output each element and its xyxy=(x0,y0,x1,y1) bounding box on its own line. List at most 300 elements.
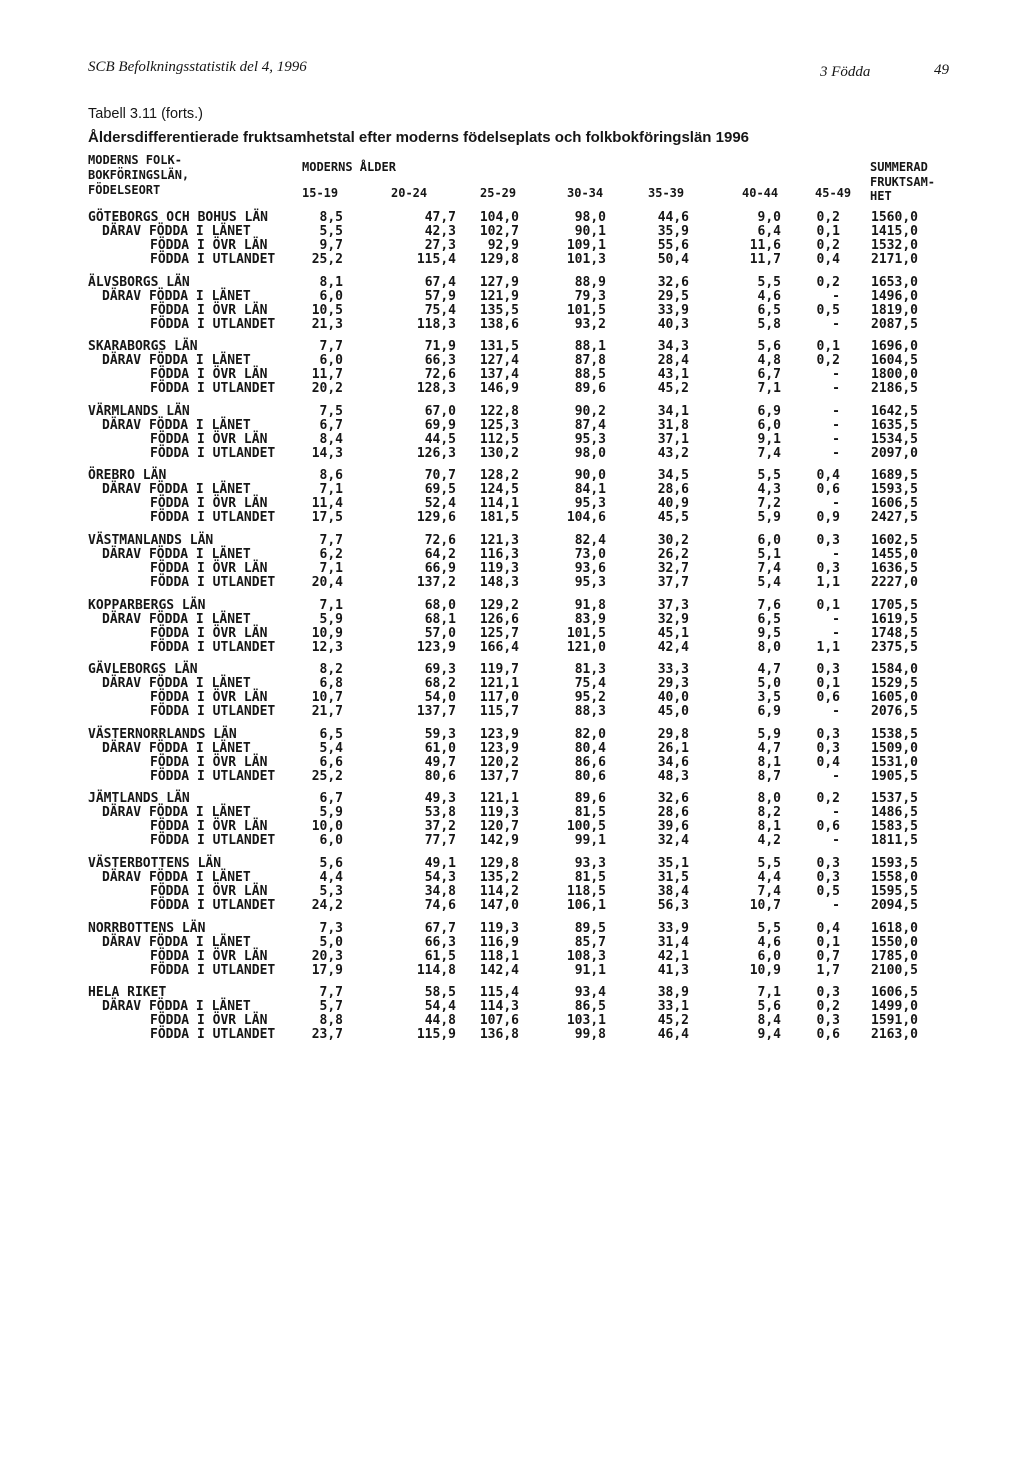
rate-cell: 137,7 xyxy=(416,704,456,720)
county-name: VÄSTMANLANDS LÄN xyxy=(88,532,214,548)
rate-cell: - xyxy=(832,496,840,512)
rate-cell: 12,3 xyxy=(311,639,343,655)
table-title: Åldersdifferentierade fruktsamhetstal efter moderns födelseplats och folkbokföringslän 1996 xyxy=(88,129,750,146)
rate-cell: 1,7 xyxy=(816,962,840,978)
birthplace-label: FÖDDA I UTLANDET xyxy=(150,833,276,849)
rate-cell: 23,7 xyxy=(311,1027,343,1043)
rate-cell: 25,2 xyxy=(311,768,343,784)
total-fertility-cell: 1496,0 xyxy=(871,288,918,304)
rate-cell: 32,9 xyxy=(657,611,689,627)
rate-cell: 138,6 xyxy=(479,316,519,332)
total-fertility-cell: 1635,5 xyxy=(871,417,918,433)
rate-cell: 95,2 xyxy=(574,690,606,706)
rate-cell: 88,3 xyxy=(574,704,606,720)
rate-cell: 121,9 xyxy=(479,288,519,304)
rate-cell: 20,3 xyxy=(311,948,343,964)
rate-cell: 28,6 xyxy=(657,482,689,498)
total-fertility-cell: 1415,0 xyxy=(871,224,918,239)
total-fertility-cell: 1509,0 xyxy=(871,740,918,756)
table-row xyxy=(0,225,1024,239)
county-block xyxy=(0,857,1024,913)
total-fertility-cell: 1538,5 xyxy=(871,726,918,742)
row-header-line: MODERNS FOLK- xyxy=(88,153,182,167)
rate-cell: 20,4 xyxy=(311,574,343,590)
rate-cell: 33,9 xyxy=(657,920,689,936)
rate-cell: 6,7 xyxy=(319,791,343,807)
rate-cell: 72,6 xyxy=(424,367,456,383)
rate-cell: 80,4 xyxy=(574,740,606,756)
rate-cell: 91,1 xyxy=(574,962,606,978)
rate-cell: 5,9 xyxy=(757,510,781,526)
rate-cell: 89,6 xyxy=(574,791,606,807)
rate-cell: 101,5 xyxy=(566,625,606,641)
rate-cell: 123,9 xyxy=(479,740,519,756)
rate-cell: 72,6 xyxy=(424,532,456,548)
rate-cell: 44,5 xyxy=(424,431,456,447)
rate-cell: 46,4 xyxy=(657,1027,689,1043)
county-block xyxy=(0,922,1024,978)
total-fertility-cell: 1800,0 xyxy=(871,367,918,383)
rate-cell: 3,5 xyxy=(757,690,781,706)
rate-cell: 126,3 xyxy=(416,445,456,461)
birthplace-label: DÄRAV FÖDDA I LÄNET xyxy=(102,224,251,239)
total-fertility-cell: 1534,5 xyxy=(871,431,918,447)
birthplace-label: FÖDDA I UTLANDET xyxy=(150,445,276,461)
rate-cell: - xyxy=(832,704,840,720)
total-fertility-cell: 2171,0 xyxy=(871,252,918,267)
rate-cell: 112,5 xyxy=(479,431,519,447)
rate-cell: 0,1 xyxy=(816,597,840,613)
rate-cell: 0,2 xyxy=(816,791,840,807)
birthplace-label: FÖDDA I ÖVR LÄN xyxy=(150,302,268,318)
rate-cell: 34,1 xyxy=(657,403,689,419)
rate-cell: 5,1 xyxy=(757,546,781,562)
total-header-line: FRUKTSAM- xyxy=(870,174,936,189)
rate-cell: 121,0 xyxy=(566,639,606,655)
county-block xyxy=(0,211,1024,267)
rate-cell: 8,4 xyxy=(757,1013,781,1029)
total-fertility-cell: 1537,5 xyxy=(871,791,918,807)
rate-cell: 6,6 xyxy=(319,754,343,770)
rate-cell: 124,5 xyxy=(479,482,519,498)
total-fertility-cell: 1811,5 xyxy=(871,833,918,849)
rate-cell: 107,6 xyxy=(479,1013,519,1029)
rate-cell: 68,1 xyxy=(424,611,456,627)
age-column-header: 15-19 xyxy=(302,186,339,200)
rate-cell: 130,2 xyxy=(479,445,519,461)
rate-cell: 85,7 xyxy=(574,934,606,950)
rate-cell: 42,1 xyxy=(657,948,689,964)
rate-cell: 9,7 xyxy=(319,238,343,253)
total-fertility-cell: 2163,0 xyxy=(871,1027,918,1043)
rate-cell: 33,1 xyxy=(657,999,689,1015)
county-name: GÄVLEBORGS LÄN xyxy=(88,662,198,678)
rate-cell: 57,9 xyxy=(424,288,456,304)
rate-cell: 27,3 xyxy=(424,238,456,253)
rate-cell: 4,6 xyxy=(757,288,781,304)
rate-cell: - xyxy=(832,833,840,849)
rate-cell: 0,1 xyxy=(816,934,840,950)
rate-cell: 6,0 xyxy=(319,353,343,369)
table-row xyxy=(0,253,1024,267)
rate-cell: 42,3 xyxy=(424,224,456,239)
rate-cell: 114,2 xyxy=(479,883,519,899)
table-row xyxy=(0,447,1024,461)
rate-cell: 69,5 xyxy=(424,482,456,498)
rate-cell: 33,9 xyxy=(657,302,689,318)
rate-cell: 8,5 xyxy=(319,210,343,225)
rate-cell: 119,3 xyxy=(479,805,519,821)
total-fertility-cell: 1604,5 xyxy=(871,353,918,369)
rate-cell: 89,5 xyxy=(574,920,606,936)
rate-cell: 5,5 xyxy=(757,920,781,936)
total-fertility-cell: 1819,0 xyxy=(871,302,918,318)
rate-cell: 93,6 xyxy=(574,560,606,576)
rate-cell: 118,3 xyxy=(416,316,456,332)
rate-cell: 8,8 xyxy=(319,1013,343,1029)
rate-cell: 1,1 xyxy=(816,574,840,590)
rate-cell: 69,3 xyxy=(424,662,456,678)
rate-cell: 8,0 xyxy=(757,791,781,807)
total-fertility-cell: 2076,5 xyxy=(871,704,918,720)
rate-cell: 127,9 xyxy=(479,274,519,290)
rate-cell: 69,9 xyxy=(424,417,456,433)
birthplace-label: FÖDDA I ÖVR LÄN xyxy=(150,819,268,835)
total-fertility-cell: 1602,5 xyxy=(871,532,918,548)
rate-cell: 90,0 xyxy=(574,468,606,484)
rate-cell: 6,0 xyxy=(757,532,781,548)
rate-cell: 5,4 xyxy=(757,574,781,590)
rate-cell: 166,4 xyxy=(479,639,519,655)
rate-cell: 34,3 xyxy=(657,339,689,355)
page-number: 49 xyxy=(934,62,949,78)
rate-cell: 147,0 xyxy=(479,897,519,913)
rate-cell: 0,5 xyxy=(816,883,840,899)
birthplace-label: FÖDDA I ÖVR LÄN xyxy=(150,560,268,576)
rate-cell: 6,2 xyxy=(319,546,343,562)
rate-cell: 6,0 xyxy=(319,833,343,849)
age-column-header: 40-44 xyxy=(742,186,779,200)
birthplace-label: FÖDDA I UTLANDET xyxy=(150,704,276,720)
rate-cell: 5,9 xyxy=(757,726,781,742)
rate-cell: 0,2 xyxy=(816,999,840,1015)
rate-cell: 34,6 xyxy=(657,754,689,770)
rate-cell: 7,7 xyxy=(319,532,343,548)
table-row xyxy=(0,1028,1024,1042)
rate-cell: 9,1 xyxy=(757,431,781,447)
rate-cell: 126,6 xyxy=(479,611,519,627)
rate-cell: 10,5 xyxy=(311,302,343,318)
rate-cell: 5,5 xyxy=(319,224,343,239)
rate-cell: 0,6 xyxy=(816,690,840,706)
rate-cell: 115,9 xyxy=(416,1027,456,1043)
county-block xyxy=(0,728,1024,784)
rate-cell: 68,0 xyxy=(424,597,456,613)
rate-cell: 40,3 xyxy=(657,316,689,332)
rate-cell: 129,8 xyxy=(479,855,519,871)
rate-cell: 95,3 xyxy=(574,431,606,447)
rate-cell: 6,7 xyxy=(319,417,343,433)
rate-cell: 6,9 xyxy=(757,403,781,419)
rate-cell: 0,2 xyxy=(816,238,840,253)
rate-cell: 56,3 xyxy=(657,897,689,913)
table-row xyxy=(0,871,1024,885)
total-fertility-cell: 1532,0 xyxy=(871,238,918,253)
rate-cell: 10,9 xyxy=(749,962,781,978)
total-fertility-cell: 1605,0 xyxy=(871,690,918,706)
county-name: VÄSTERNORRLANDS LÄN xyxy=(88,726,237,742)
rate-cell: 32,4 xyxy=(657,833,689,849)
rate-cell: 32,7 xyxy=(657,560,689,576)
rate-cell: 104,0 xyxy=(479,210,519,225)
total-fertility-cell: 2186,5 xyxy=(871,381,918,397)
rate-cell: 64,2 xyxy=(424,546,456,562)
rate-cell: 86,5 xyxy=(574,999,606,1015)
rate-cell: 11,6 xyxy=(749,238,781,253)
birthplace-label: FÖDDA I UTLANDET xyxy=(150,962,276,978)
rate-cell: 4,6 xyxy=(757,934,781,950)
rate-cell: 79,3 xyxy=(574,288,606,304)
rate-cell: 109,1 xyxy=(566,238,606,253)
rate-cell: 102,7 xyxy=(479,224,519,239)
rate-cell: 106,1 xyxy=(566,897,606,913)
table-row xyxy=(0,885,1024,899)
total-fertility-cell: 2087,5 xyxy=(871,316,918,332)
rate-cell: 74,6 xyxy=(424,897,456,913)
rate-cell: 31,8 xyxy=(657,417,689,433)
rate-cell: 108,3 xyxy=(566,948,606,964)
rate-cell: 34,5 xyxy=(657,468,689,484)
county-name: SKARABORGS LÄN xyxy=(88,339,198,355)
rate-cell: 181,5 xyxy=(479,510,519,526)
rate-cell: 98,0 xyxy=(574,445,606,461)
rate-cell: 5,6 xyxy=(757,339,781,355)
rate-cell: 0,3 xyxy=(816,662,840,678)
rate-cell: 0,4 xyxy=(816,920,840,936)
rate-cell: 0,7 xyxy=(816,948,840,964)
birthplace-label: DÄRAV FÖDDA I LÄNET xyxy=(102,611,251,627)
rate-cell: 5,4 xyxy=(319,740,343,756)
rate-cell: 114,3 xyxy=(479,999,519,1015)
rate-cell: 45,5 xyxy=(657,510,689,526)
total-fertility-cell: 1689,5 xyxy=(871,468,918,484)
rate-cell: 7,5 xyxy=(319,403,343,419)
age-column-header: 30-34 xyxy=(567,186,604,200)
rate-cell: 40,9 xyxy=(657,496,689,512)
birthplace-label: FÖDDA I UTLANDET xyxy=(150,1027,276,1043)
county-block xyxy=(0,663,1024,719)
rate-cell: 66,3 xyxy=(424,353,456,369)
rate-cell: 5,3 xyxy=(319,883,343,899)
age-column-header: 20-24 xyxy=(391,186,428,200)
rate-cell: 0,2 xyxy=(816,274,840,290)
rate-cell: - xyxy=(832,288,840,304)
rate-cell: 0,9 xyxy=(816,510,840,526)
rate-cell: 0,1 xyxy=(816,339,840,355)
rate-cell: 7,1 xyxy=(319,560,343,576)
rate-cell: 54,4 xyxy=(424,999,456,1015)
table-row xyxy=(0,511,1024,525)
table-row xyxy=(0,922,1024,936)
rate-cell: 114,1 xyxy=(479,496,519,512)
birthplace-label: DÄRAV FÖDDA I LÄNET xyxy=(102,676,251,692)
rate-cell: 114,8 xyxy=(416,962,456,978)
total-fertility-cell: 2227,0 xyxy=(871,574,918,590)
age-column-header: 35-39 xyxy=(648,186,685,200)
rate-cell: 45,0 xyxy=(657,704,689,720)
rate-cell: - xyxy=(832,897,840,913)
rate-cell: 100,5 xyxy=(566,819,606,835)
rate-cell: - xyxy=(832,403,840,419)
rate-cell: 17,9 xyxy=(311,962,343,978)
birthplace-label: FÖDDA I ÖVR LÄN xyxy=(150,431,268,447)
rate-cell: 82,4 xyxy=(574,532,606,548)
rate-cell: 82,0 xyxy=(574,726,606,742)
rate-cell: 6,0 xyxy=(757,417,781,433)
rate-cell: 52,4 xyxy=(424,496,456,512)
rate-cell: 6,0 xyxy=(319,288,343,304)
table-row xyxy=(0,756,1024,770)
rate-cell: 89,6 xyxy=(574,381,606,397)
total-fertility-cell: 1606,5 xyxy=(871,985,918,1001)
rate-cell: 57,0 xyxy=(424,625,456,641)
birthplace-label: FÖDDA I ÖVR LÄN xyxy=(150,367,268,383)
total-fertility-cell: 1905,5 xyxy=(871,768,918,784)
rate-cell: 35,9 xyxy=(657,224,689,239)
total-fertility-cell: 1705,5 xyxy=(871,597,918,613)
rate-cell: 26,2 xyxy=(657,546,689,562)
rate-cell: 5,9 xyxy=(319,805,343,821)
rate-cell: 37,2 xyxy=(424,819,456,835)
rate-cell: 0,1 xyxy=(816,676,840,692)
rate-cell: 93,3 xyxy=(574,855,606,871)
rate-cell: 5,6 xyxy=(757,999,781,1015)
rate-cell: 0,6 xyxy=(816,1027,840,1043)
county-block xyxy=(0,534,1024,590)
rate-cell: 44,8 xyxy=(424,1013,456,1029)
total-fertility-cell: 1550,0 xyxy=(871,934,918,950)
rate-cell: 45,1 xyxy=(657,625,689,641)
rate-cell: 127,4 xyxy=(479,353,519,369)
rate-cell: 88,9 xyxy=(574,274,606,290)
rate-cell: 31,5 xyxy=(657,869,689,885)
county-block xyxy=(0,599,1024,655)
rate-cell: 0,1 xyxy=(816,224,840,239)
rate-cell: 0,3 xyxy=(816,726,840,742)
table-row xyxy=(0,276,1024,290)
rate-cell: 8,0 xyxy=(757,639,781,655)
rate-cell: 7,1 xyxy=(757,381,781,397)
birthplace-label: FÖDDA I ÖVR LÄN xyxy=(150,690,268,706)
rate-cell: 123,9 xyxy=(479,726,519,742)
birthplace-label: DÄRAV FÖDDA I LÄNET xyxy=(102,805,251,821)
rate-cell: 0,6 xyxy=(816,819,840,835)
rate-cell: 8,2 xyxy=(757,805,781,821)
birthplace-label: FÖDDA I ÖVR LÄN xyxy=(150,625,268,641)
table-row xyxy=(0,950,1024,964)
rate-cell: 115,4 xyxy=(416,252,456,267)
rate-cell: 128,2 xyxy=(479,468,519,484)
birthplace-label: DÄRAV FÖDDA I LÄNET xyxy=(102,869,251,885)
rate-cell: 6,0 xyxy=(757,948,781,964)
rate-cell: 104,6 xyxy=(566,510,606,526)
rate-cell: 80,6 xyxy=(424,768,456,784)
rate-cell: 75,4 xyxy=(424,302,456,318)
table-row xyxy=(0,857,1024,871)
rate-cell: 41,3 xyxy=(657,962,689,978)
rate-cell: 86,6 xyxy=(574,754,606,770)
birthplace-label: DÄRAV FÖDDA I LÄNET xyxy=(102,740,251,756)
birthplace-label: FÖDDA I UTLANDET xyxy=(150,381,276,397)
rate-cell: 33,3 xyxy=(657,662,689,678)
rate-cell: 0,3 xyxy=(816,532,840,548)
total-fertility-cell: 1653,0 xyxy=(871,274,918,290)
rate-cell: 7,6 xyxy=(757,597,781,613)
rate-cell: 6,5 xyxy=(757,302,781,318)
rate-cell: 125,3 xyxy=(479,417,519,433)
rate-cell: 9,4 xyxy=(757,1027,781,1043)
rate-cell: 119,7 xyxy=(479,662,519,678)
rate-cell: 115,4 xyxy=(479,985,519,1001)
rate-cell: 6,5 xyxy=(319,726,343,742)
rate-cell: 50,4 xyxy=(657,252,689,267)
rate-cell: 116,9 xyxy=(479,934,519,950)
rate-cell: 95,3 xyxy=(574,496,606,512)
total-fertility-cell: 1584,0 xyxy=(871,662,918,678)
table-row xyxy=(0,534,1024,548)
rate-cell: 137,2 xyxy=(416,574,456,590)
rate-cell: - xyxy=(832,768,840,784)
table-row xyxy=(0,899,1024,913)
county-block xyxy=(0,340,1024,396)
rate-cell: 17,5 xyxy=(311,510,343,526)
rate-cell: 10,9 xyxy=(311,625,343,641)
rate-cell: 7,7 xyxy=(319,339,343,355)
rate-cell: 136,8 xyxy=(479,1027,519,1043)
rate-cell: 119,3 xyxy=(479,560,519,576)
rate-cell: 137,7 xyxy=(479,768,519,784)
rate-cell: 131,5 xyxy=(479,339,519,355)
table-row xyxy=(0,211,1024,225)
rate-cell: 49,1 xyxy=(424,855,456,871)
rate-cell: 7,1 xyxy=(319,597,343,613)
rate-cell: 31,4 xyxy=(657,934,689,950)
rate-cell: 5,9 xyxy=(319,611,343,627)
rate-cell: 9,5 xyxy=(757,625,781,641)
rate-cell: 80,6 xyxy=(574,768,606,784)
rate-cell: 4,3 xyxy=(757,482,781,498)
rate-cell: 6,9 xyxy=(757,704,781,720)
rate-cell: 7,1 xyxy=(319,482,343,498)
age-column-header: 25-29 xyxy=(480,186,517,200)
rate-cell: 0,3 xyxy=(816,740,840,756)
rate-cell: 28,4 xyxy=(657,353,689,369)
rate-cell: 81,5 xyxy=(574,805,606,821)
rate-cell: 4,2 xyxy=(757,833,781,849)
rate-cell: 135,2 xyxy=(479,869,519,885)
birthplace-label: FÖDDA I ÖVR LÄN xyxy=(150,496,268,512)
rate-cell: 47,7 xyxy=(424,210,456,225)
rate-cell: 121,3 xyxy=(479,532,519,548)
rate-cell: 34,8 xyxy=(424,883,456,899)
table-row xyxy=(0,433,1024,447)
rate-cell: 0,3 xyxy=(816,985,840,1001)
rate-cell: 4,8 xyxy=(757,353,781,369)
rate-cell: 88,5 xyxy=(574,367,606,383)
rate-cell: 146,9 xyxy=(479,381,519,397)
rate-cell: 5,5 xyxy=(757,855,781,871)
birthplace-label: DÄRAV FÖDDA I LÄNET xyxy=(102,417,251,433)
